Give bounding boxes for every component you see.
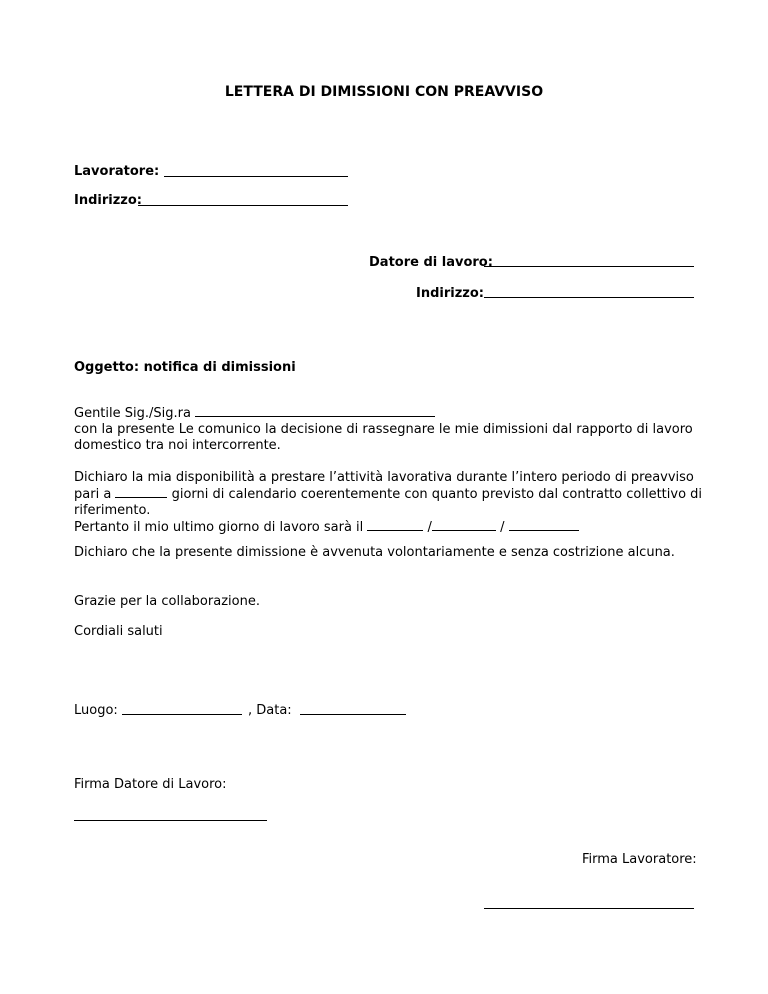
last-day-month-blank[interactable] bbox=[432, 519, 496, 531]
subject-line: Oggetto: notifica di dimissioni bbox=[74, 360, 296, 375]
date-blank[interactable] bbox=[300, 714, 406, 715]
last-day-day-blank[interactable] bbox=[367, 519, 423, 531]
document-title: LETTERA DI DIMISSIONI CON PREAVVISO bbox=[224, 84, 544, 100]
place-blank[interactable] bbox=[122, 714, 242, 715]
voluntary-statement: Dichiaro che la presente dimissione è avvenuta volontariamente e senza costrizione alcuna. bbox=[74, 545, 675, 560]
worker-name-line[interactable] bbox=[164, 176, 348, 177]
worker-address-label: Indirizzo: bbox=[74, 193, 142, 208]
paragraph-notice bbox=[74, 405, 704, 454]
place-label: Luogo: bbox=[74, 703, 118, 718]
notice-days-blank[interactable] bbox=[115, 486, 167, 498]
worker-address-line[interactable] bbox=[138, 205, 348, 206]
date-separator: / bbox=[427, 520, 432, 535]
employer-address-line[interactable] bbox=[484, 297, 694, 298]
employer-signature-line[interactable] bbox=[74, 820, 267, 821]
availability-text: Dichiaro la mia disponibilità a prestare l’attività lavorativa durante l’intero periodo di preavviso pari bbox=[74, 470, 694, 502]
thanks-text: Grazie per la collaborazione. bbox=[74, 594, 260, 609]
worker-label: Lavoratore: bbox=[74, 164, 160, 179]
date-label: , Data: bbox=[248, 703, 292, 718]
recipient-name-blank[interactable] bbox=[195, 405, 435, 417]
employer-label: Datore di lavoro: bbox=[369, 255, 493, 270]
employer-address-label: Indirizzo: bbox=[416, 286, 484, 301]
employer-signature-label: Firma Datore di Lavoro: bbox=[74, 777, 227, 792]
last-day-year-blank[interactable] bbox=[509, 519, 579, 531]
availability-a: a bbox=[103, 487, 112, 502]
notice-text: con la presente Le comunico la decisione di rassegnare le mie dimissioni dal rapporto di lavoro domestico tra noi intercorrente. bbox=[74, 422, 693, 453]
notice-days-text: giorni di calendario coerentemente con quanto previsto dal contratto collettivo di riferimento. bbox=[74, 487, 703, 518]
worker-signature-label: Firma Lavoratore: bbox=[582, 852, 697, 867]
regards-text: Cordiali saluti bbox=[74, 624, 163, 639]
last-day-text: Pertanto il mio ultimo giorno di lavoro sarà il bbox=[74, 520, 364, 535]
worker-signature-line[interactable] bbox=[484, 908, 694, 909]
employer-name-line[interactable] bbox=[484, 266, 694, 267]
paragraph-availability bbox=[74, 470, 704, 536]
salutation: Gentile Sig./Sig.ra bbox=[74, 406, 191, 421]
date-separator: / bbox=[500, 520, 505, 535]
